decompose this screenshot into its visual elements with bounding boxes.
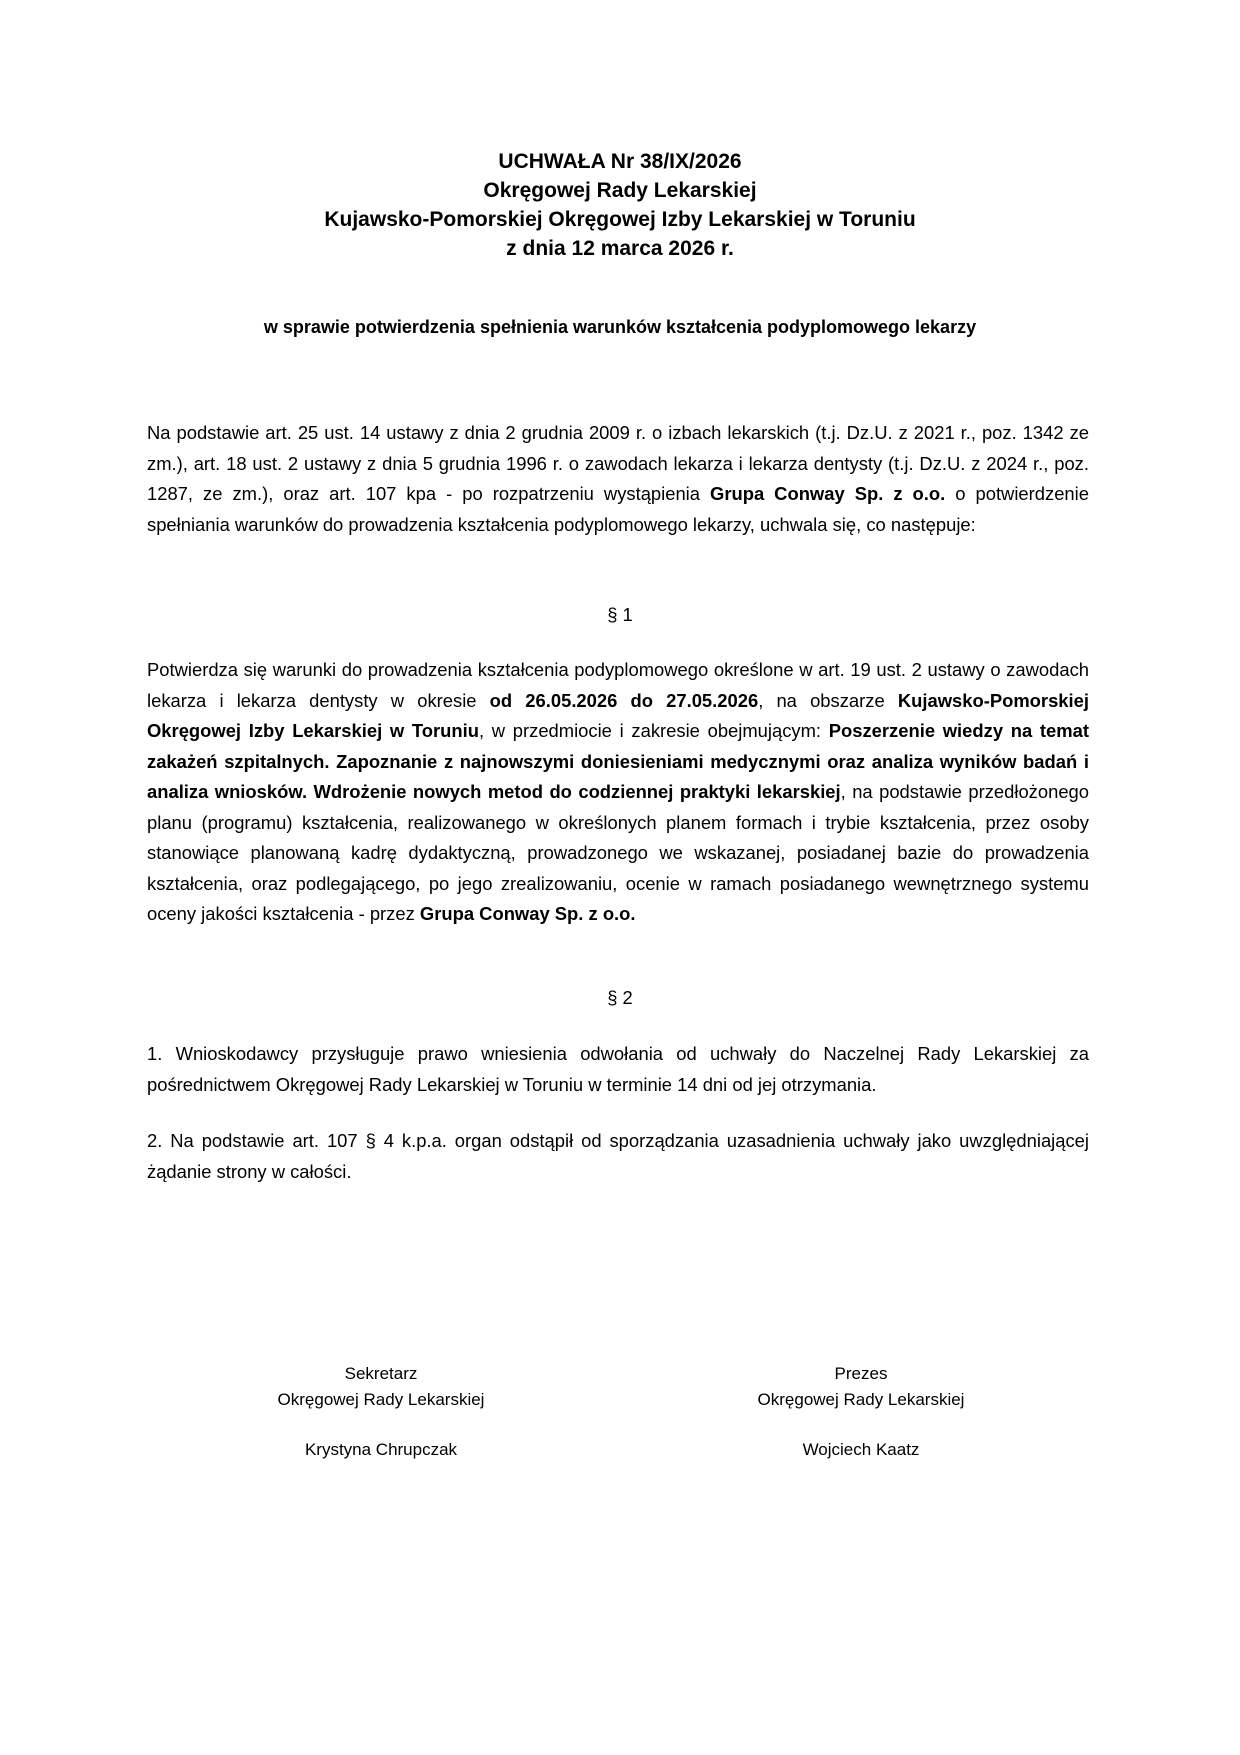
section-1-paragraph — [147, 655, 1089, 930]
preamble-paragraph — [147, 418, 1089, 540]
issuing-chamber: Kujawsko-Pomorskiej Okręgowej Izby Lekarskiej w Toruniu — [324, 208, 916, 231]
resolution-date: z dnia 12 marca 2026 r. — [506, 237, 734, 260]
issuing-body: Okręgowej Rady Lekarskiej — [483, 179, 757, 202]
section-1-text-4: , na podstawie przedłożonego planu (programu) kształcenia, realizowanego w określonych planem formach i trybie kształcenia, przez osoby stanowiące planowaną kadrę dydaktyczną, prowadzonego we wskazanej, posiadanej bazie do prowadzenia kształcenia, oraz podlegającego, po jego zrealizowaniu, ocenie w ramach posiadanego wewnętrznego systemu oceny jakości kształcenia - przez — [147, 781, 1090, 924]
course-scope: Poszerzenie wiedzy na temat zakażeń szpitalnych. Zapoznanie z najnowszymi doniesieniami medycznymi oraz analiza wyników badań i analiza wniosków. Wdrożenie nowych metod do codziennej praktyki lekarskiej — [147, 720, 1089, 802]
signature-block-president — [651, 1361, 1071, 1463]
section-1-text-3: , w przedmiocie i zakresie obejmującym: — [478, 720, 829, 741]
president-role: Prezes — [834, 1364, 888, 1383]
section-2-item-1: 1. Wnioskodawcy przysługuje prawo wniesienia odwołania od uchwały do Naczelnej Rady Lekarskiej za pośrednictwem Okręgowej Rady Lekarskiej w Toruniu w terminie 14 dni od jej otrzymania. — [147, 1043, 1089, 1095]
signature-block-secretary — [171, 1361, 591, 1463]
secretary-body: Okręgowej Rady Lekarskiej — [277, 1390, 485, 1409]
resolution-subject: w sprawie potwierdzenia spełnienia warunków kształcenia podyplomowego lekarzy — [263, 317, 977, 337]
section-1-sign: § 1 — [607, 604, 633, 625]
section-1-text-2: , na obszarze — [758, 689, 898, 711]
section-1-text-1: Potwierdza się warunki do prowadzenia kształcenia podyplomowego określone w art. 19 ust. 2 ustawy o zawodach lekarza i lekarza dentysty w okresie — [147, 659, 1089, 711]
section-2-sign: § 2 — [607, 987, 633, 1008]
organizer-name: Grupa Conway Sp. z o.o. — [419, 903, 636, 924]
secretary-name: Krystyna Chrupczak — [304, 1440, 458, 1459]
president-name: Wojciech Kaatz — [802, 1440, 920, 1459]
applicant-name: Grupa Conway Sp. z o.o. — [710, 483, 946, 504]
resolution-title: UCHWAŁA Nr 38/IX/2026 — [498, 150, 742, 173]
period-dates: od 26.05.2026 do 27.05.2026 — [489, 689, 759, 711]
secretary-role: Sekretarz — [344, 1364, 418, 1383]
area-name: Kujawsko-Pomorskiej Okręgowej Izby Lekarskiej w Toruniu — [147, 689, 1089, 741]
preamble-text-2: o potwierdzenie spełniania warunków do prowadzenia kształcenia podyplomowego lekarzy, uchwala się, co następuje: — [147, 483, 1089, 535]
preamble-text-1: Na podstawie art. 25 ust. 14 ustawy z dnia 2 grudnia 2009 r. o izbach lekarskich (t.j. Dz.U. z 2021 r., poz. 1342 ze zm.), art. 18 ust. 2 ustawy z dnia 5 grudnia 1996 r. o zawodach lekarza i lekarza dentysty (t.j. Dz.U. z 2024 r., poz. 1287, ze zm.), oraz art. 107 kpa - po rozpatrzeniu wystąpienia — [147, 422, 1089, 504]
section-2-item-2: 2. Na podstawie art. 107 § 4 k.p.a. organ odstąpił od sporządzania uzasadnienia uchwały jako uwzględniającej żądanie strony w całości. — [147, 1130, 1089, 1182]
president-body: Okręgowej Rady Lekarskiej — [757, 1390, 965, 1409]
resolution-header — [0, 147, 1240, 263]
